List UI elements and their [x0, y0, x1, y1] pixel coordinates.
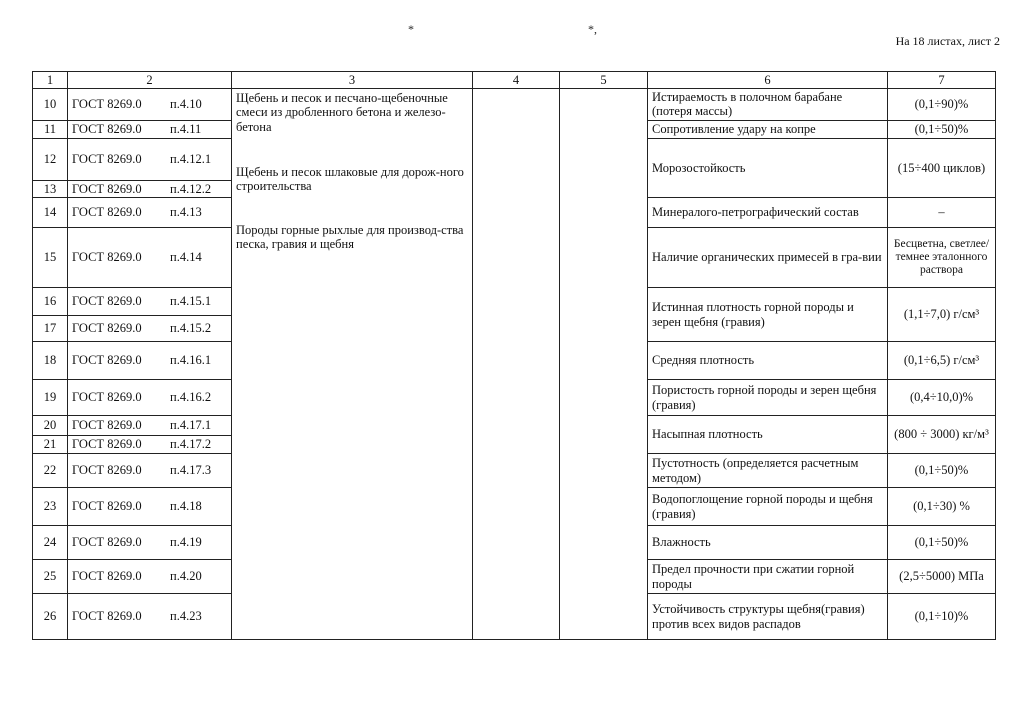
- row-number: 21: [33, 436, 68, 454]
- characteristic: Устойчивость структуры щебня(гравия) против всех видов распадов: [648, 594, 888, 640]
- characteristic: Водопоглощение горной породы и щебня (гравия): [648, 488, 888, 526]
- row-number: 20: [33, 416, 68, 436]
- clause: п.4.16.1: [170, 353, 212, 368]
- group-text: Щебень и песок шлаковые для дорож-ного строительства: [236, 165, 464, 194]
- clause: п.4.20: [170, 569, 202, 584]
- row-number: 25: [33, 560, 68, 594]
- test-methods-table: [32, 71, 996, 640]
- method-reference: [68, 342, 232, 380]
- clause: п.4.23: [170, 609, 202, 624]
- range-value: (1,1÷7,0) г/см³: [888, 288, 996, 342]
- method-reference: [68, 180, 232, 197]
- row-number: 23: [33, 488, 68, 526]
- method-reference: [68, 594, 232, 640]
- clause: п.4.11: [170, 122, 202, 137]
- characteristic: Пористость горной породы и зерен щебня (гравия): [648, 380, 888, 416]
- standard-code: ГОСТ 8269.0: [72, 390, 142, 405]
- column-header: 2: [68, 72, 232, 89]
- clause: п.4.15.2: [170, 321, 212, 336]
- method-reference: [68, 526, 232, 560]
- standard-code: ГОСТ 8269.0: [72, 250, 142, 265]
- standard-code: ГОСТ 8269.0: [72, 205, 142, 220]
- row-number: 11: [33, 120, 68, 138]
- row-number: 18: [33, 342, 68, 380]
- clause: п.4.13: [170, 205, 202, 220]
- standard-code: ГОСТ 8269.0: [72, 97, 142, 112]
- characteristic: Влажность: [648, 526, 888, 560]
- characteristic: Истираемость в полочном барабане (потеря массы): [648, 89, 888, 121]
- method-reference: [68, 560, 232, 594]
- method-reference: [68, 454, 232, 488]
- group-text: Породы горные рыхлые для производ-ства песка, гравия и щебня: [236, 223, 464, 252]
- clause: п.4.14: [170, 250, 202, 265]
- range-value: (0,1÷90)%: [888, 89, 996, 121]
- characteristic: Насыпная плотность: [648, 416, 888, 454]
- characteristic: Средняя плотность: [648, 342, 888, 380]
- standard-code: ГОСТ 8269.0: [72, 353, 142, 368]
- row-number: 19: [33, 380, 68, 416]
- characteristic: Морозостойкость: [648, 138, 888, 197]
- method-reference: [68, 380, 232, 416]
- row-number: 12: [33, 138, 68, 180]
- range-value: –: [888, 198, 996, 228]
- clause: п.4.18: [170, 499, 202, 514]
- group-text: Щебень и песок и песчано-щебеночные смеси из дробленного бетона и железо-бетона: [236, 91, 448, 134]
- characteristic: Предел прочности при сжатии горной породы: [648, 560, 888, 594]
- column-5-cell: [560, 89, 648, 640]
- clause: п.4.17.3: [170, 463, 212, 478]
- range-value: (0,1÷50)%: [888, 526, 996, 560]
- row-number: 10: [33, 89, 68, 121]
- range-value: (2,5÷5000) МПа: [888, 560, 996, 594]
- method-reference: [68, 120, 232, 138]
- clause: п.4.16.2: [170, 390, 212, 405]
- scan-mark-2: *,: [588, 22, 597, 36]
- range-value: (0,1÷6,5) г/см³: [888, 342, 996, 380]
- range-value: (0,1÷50)%: [888, 120, 996, 138]
- clause: п.4.17.2: [170, 437, 212, 452]
- column-header: 1: [33, 72, 68, 89]
- row-number: 14: [33, 198, 68, 228]
- method-reference: [68, 228, 232, 288]
- row-number: 16: [33, 288, 68, 316]
- method-reference: [68, 89, 232, 121]
- clause: п.4.15.1: [170, 294, 212, 309]
- standard-code: ГОСТ 8269.0: [72, 418, 142, 433]
- clause: п.4.10: [170, 97, 202, 112]
- characteristic: Сопротивление удару на копре: [648, 120, 888, 138]
- standard-code: ГОСТ 8269.0: [72, 609, 142, 624]
- characteristic: Минералого-петрографический состав: [648, 198, 888, 228]
- range-value: (0,1÷30) %: [888, 488, 996, 526]
- range-value: (0,1÷50)%: [888, 454, 996, 488]
- header-row: [33, 72, 996, 89]
- column-4-cell: [473, 89, 560, 640]
- method-reference: [68, 488, 232, 526]
- clause: п.4.12.2: [170, 181, 212, 196]
- column-header: 7: [888, 72, 996, 89]
- range-value: (800 ÷ 3000) кг/м³: [888, 416, 996, 454]
- clause: п.4.17.1: [170, 418, 212, 433]
- method-reference: [68, 316, 232, 342]
- object-description: [232, 89, 473, 640]
- clause: п.4.19: [170, 535, 202, 550]
- row-number: 13: [33, 180, 68, 197]
- column-header: 5: [560, 72, 648, 89]
- standard-code: ГОСТ 8269.0: [72, 152, 142, 167]
- range-value: (15÷400 циклов): [888, 138, 996, 197]
- method-reference: [68, 198, 232, 228]
- column-header: 3: [232, 72, 473, 89]
- standard-code: ГОСТ 8269.0: [72, 535, 142, 550]
- standard-code: ГОСТ 8269.0: [72, 569, 142, 584]
- clause: п.4.12.1: [170, 152, 212, 167]
- row-number: 26: [33, 594, 68, 640]
- standard-code: ГОСТ 8269.0: [72, 463, 142, 478]
- standard-code: ГОСТ 8269.0: [72, 321, 142, 336]
- row-number: 22: [33, 454, 68, 488]
- characteristic: Наличие органических примесей в гра-вии: [648, 228, 888, 288]
- range-value: (0,1÷10)%: [888, 594, 996, 640]
- characteristic: Истинная плотность горной породы и зерен щебня (гравия): [648, 288, 888, 342]
- scan-mark-1: *: [408, 22, 414, 36]
- standard-code: ГОСТ 8269.0: [72, 294, 142, 309]
- range-value: Бесцветна, светлее/темнее эталонного раствора: [888, 228, 996, 288]
- standard-code: ГОСТ 8269.0: [72, 122, 142, 137]
- method-reference: [68, 288, 232, 316]
- range-value: (0,4÷10,0)%: [888, 380, 996, 416]
- row-number: 24: [33, 526, 68, 560]
- column-header: 4: [473, 72, 560, 89]
- standard-code: ГОСТ 8269.0: [72, 437, 142, 452]
- method-reference: [68, 138, 232, 180]
- standard-code: ГОСТ 8269.0: [72, 499, 142, 514]
- method-reference: [68, 416, 232, 436]
- row-number: 15: [33, 228, 68, 288]
- column-header: 6: [648, 72, 888, 89]
- standard-code: ГОСТ 8269.0: [72, 181, 142, 196]
- characteristic: Пустотность (определяется расчетным методом): [648, 454, 888, 488]
- method-reference: [68, 436, 232, 454]
- table-row: [33, 89, 996, 121]
- row-number: 17: [33, 316, 68, 342]
- sheet-note: На 18 листах, лист 2: [895, 34, 1000, 48]
